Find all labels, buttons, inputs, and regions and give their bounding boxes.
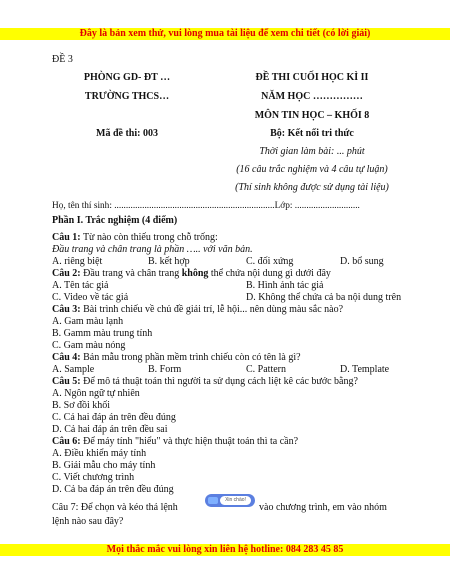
question-2-option-d: D. Không thể chứa cả ba nội dung trên	[246, 292, 402, 303]
question-7-line-1: Câu 7: Để chọn và kéo thả lệnh	[52, 502, 178, 513]
question-1-option-d: D. bổ sung	[340, 256, 384, 267]
question-3-label: Câu 3:	[52, 304, 81, 315]
exam-duration: Thời gian làm bài: ... phút	[259, 146, 365, 157]
question-1-option-c: C. đối xứng	[246, 256, 294, 267]
question-3-option-a: A. Gam màu lạnh	[52, 316, 124, 327]
question-5-label: Câu 5:	[52, 376, 81, 387]
question-2-emphasis: không	[181, 268, 209, 279]
question-4-option-b: B. Form	[148, 364, 182, 375]
question-4-label: Câu 4:	[52, 352, 81, 363]
question-4-option-a: A. Sample	[52, 364, 95, 375]
scratch-say-block-image	[205, 494, 255, 507]
school-year: NĂM HỌC ……………	[261, 91, 363, 102]
question-7-line-2: lệnh nào sau đây?	[52, 516, 124, 527]
subject-grade: MÔN TIN HỌC – KHỐI 8	[254, 110, 370, 121]
question-6-label: Câu 6:	[52, 436, 81, 447]
question-5-option-a: A. Ngôn ngữ tự nhiên	[52, 388, 140, 399]
question-6-option-a: A. Điều khiển máy tính	[52, 448, 147, 459]
question-1-text: Từ nào còn thiếu trong chỗ trống:	[80, 232, 218, 243]
question-4	[52, 352, 301, 364]
exam-code: Mã đề thi: 003	[96, 128, 158, 139]
student-info-line: Họ, tên thí sinh: .....................................................................Lớp: ............................	[52, 201, 360, 211]
question-5-text: Để mô tả thuật toán thì người ta sử dụng cách liệt kê các bước bằng?	[80, 376, 358, 387]
department-name: PHÒNG GD- ĐT …	[83, 72, 171, 83]
exam-rule: (Thí sinh không được sử dụng tài liệu)	[235, 182, 389, 193]
question-4-text: Bản mẫu trong phần mềm trình chiếu còn có tên là gì?	[80, 352, 301, 363]
question-6-option-d: D. Cả ba đáp án trên đều đúng	[52, 484, 174, 495]
question-3-text: Bài trình chiếu về chủ đề giải trí, lễ hội... nên dùng màu sắc nào?	[80, 304, 344, 315]
question-6	[52, 436, 298, 448]
question-count: (16 câu trắc nghiệm và 4 câu tự luận)	[236, 164, 388, 175]
question-1-label: Câu 1:	[52, 232, 81, 243]
question-2-text-post: thể chứa nội dung gì dưới đây	[208, 268, 331, 279]
question-3	[52, 304, 343, 316]
scratch-block-text: Xin chào!	[220, 496, 251, 505]
question-4-option-d: D. Template	[340, 364, 390, 375]
question-4-option-c: C. Pattern	[246, 364, 286, 375]
question-1-option-b: B. kết hợp	[148, 256, 190, 267]
question-5	[52, 376, 358, 388]
question-5-option-d: D. Cả hai đáp án trên đều sai	[52, 424, 168, 435]
question-5-option-b: B. Sơ đồi khối	[52, 400, 111, 411]
question-1	[52, 232, 218, 244]
question-7-line-1-end: vào chương trình, em vào nhóm	[259, 502, 387, 513]
question-6-option-c: C. Viết chương trình	[52, 472, 135, 483]
exam-number: ĐỀ 3	[52, 54, 73, 65]
question-2	[52, 268, 331, 280]
textbook-series: Bộ: Kết nối tri thức	[270, 128, 354, 139]
question-1-option-a: A. riêng biệt	[52, 256, 103, 267]
question-3-option-c: C. Gam màu nóng	[52, 340, 126, 351]
exam-title: ĐỀ THI CUỐI HỌC KÌ II	[255, 72, 369, 83]
question-6-text: Để máy tính "hiểu" và thực hiện thuật toán thì ta cần?	[80, 436, 299, 447]
preview-notice-banner: Đây là bản xem thử, vui lòng mua tài liệu để xem chi tiết (có lời giải)	[0, 28, 450, 40]
question-2-option-c: C. Video về tác giả	[52, 292, 129, 303]
question-1-sentence: Đầu trang và chân trang là phần ….. với văn bản.	[52, 244, 253, 255]
question-6-option-b: B. Giải mẫu cho máy tính	[52, 460, 156, 471]
question-2-option-a: A. Tên tác giả	[52, 280, 109, 291]
school-name: TRƯỜNG THCS…	[84, 91, 170, 102]
section-multiple-choice-heading: Phần I. Trắc nghiệm (4 điểm)	[52, 215, 178, 226]
hotline-notice-banner: Mọi thắc mắc vui lòng xin liên hệ hotline: 084 283 45 85	[0, 544, 450, 556]
question-2-label: Câu 2:	[52, 268, 81, 279]
scratch-category-tab	[208, 497, 218, 504]
question-2-text-pre: Đầu trang và chân trang	[80, 268, 182, 279]
question-5-option-c: C. Cả hai đáp án trên đều đúng	[52, 412, 176, 423]
question-2-option-b: B. Hình ảnh tác giả	[246, 280, 324, 291]
question-3-option-b: B. Gamm màu trung tính	[52, 328, 153, 339]
